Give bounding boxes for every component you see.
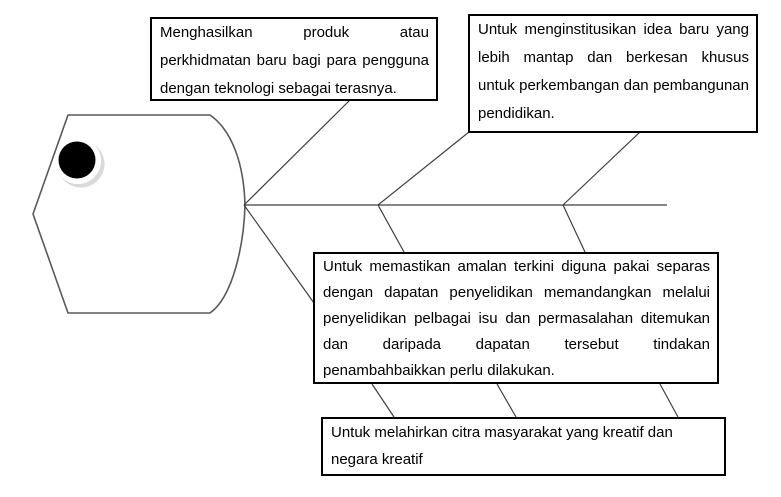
cause-box-top-right-text: Untuk menginstitusikan idea baru yang lebih mantap dan berkesan khusus untuk perkembangan dan pembangunan pendidikan. (478, 21, 749, 122)
cause-box-top-right (468, 14, 758, 133)
bone-lower-2 (378, 205, 404, 252)
sub-bone-2 (497, 384, 516, 417)
bone-lower-1 (244, 205, 314, 303)
sub-bone-3 (660, 384, 678, 417)
bone-lower-3 (563, 205, 585, 252)
bone-upper-2 (378, 132, 469, 205)
cause-box-top-left (150, 17, 438, 101)
cause-box-top-left-text: Menghasilkan produk atau perkhidmatan baru bagi para pengguna dengan teknologi sebagai terasnya. (160, 24, 429, 97)
sub-bone-1 (372, 384, 394, 417)
bone-upper-3 (563, 132, 640, 205)
cause-box-bottom (321, 417, 726, 476)
cause-box-middle (313, 252, 719, 384)
cause-box-bottom-text: Untuk melahirkan citra masyarakat yang kreatif dan negara kreatif (331, 424, 673, 468)
fish-eye-icon (59, 142, 96, 179)
bone-upper-1 (244, 100, 350, 205)
cause-box-middle-text: Untuk memastikan amalan terkini diguna pakai separas dengan dapatan penyelidikan memandangkan melalui penyelidikan pelbagai isu dan permasalahan ditemukan dan daripada dapatan tersebut tindakan penambahbaikkan perlu dilakukan. (323, 258, 710, 379)
